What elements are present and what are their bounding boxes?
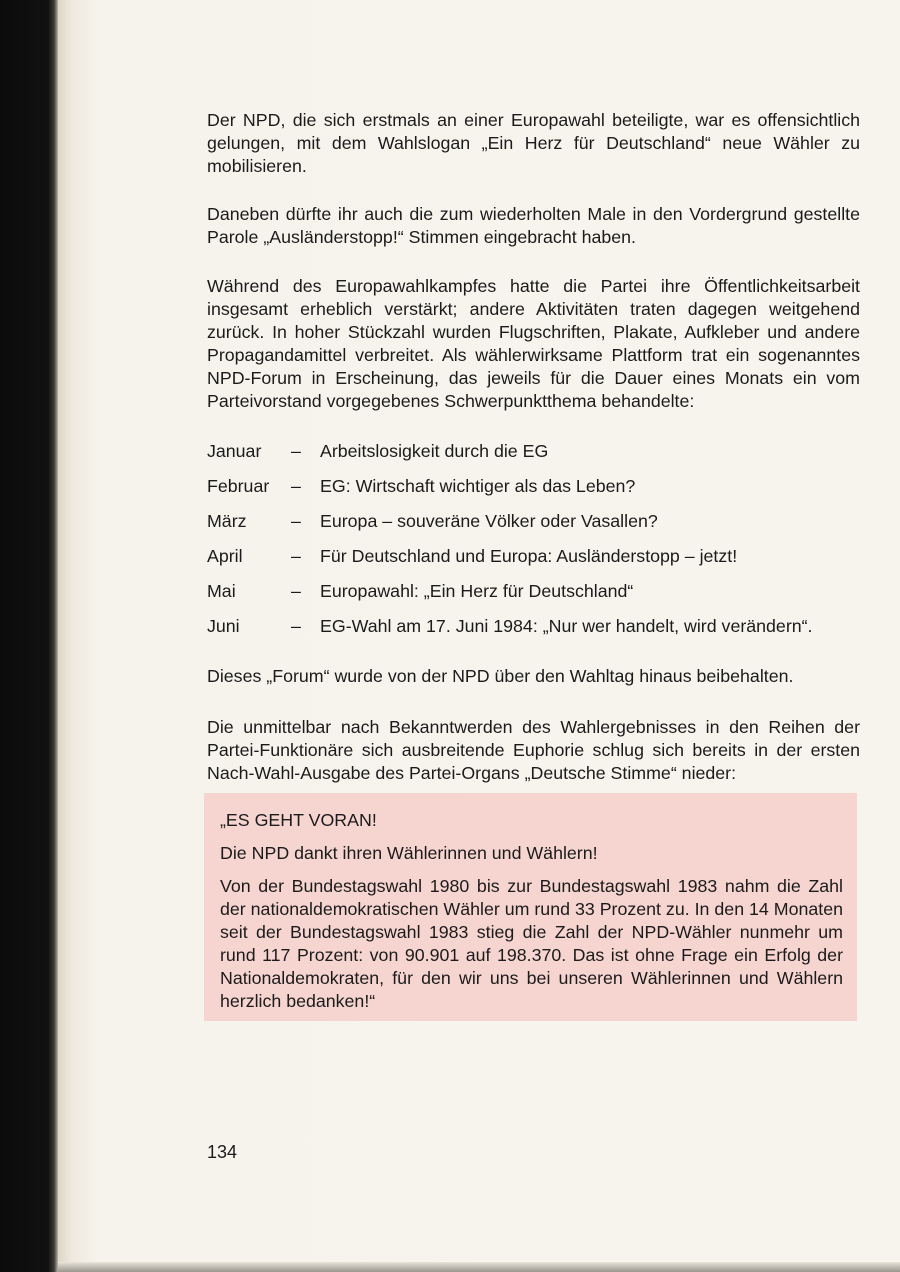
month-label: Februar <box>207 476 270 496</box>
body-text <box>207 109 860 1021</box>
quote-body: Von der Bundestagswahl 1980 bis zur Bundestagswahl 1983 nahm die Zahl der nationaldemokratischen Wähler um rund 33 Prozent zu. In den 14 Monaten seit der Bundestagswahl 1983 stieg die Zahl der NPD-Wähler nunmehr um rund 117 Prozent: von 90.901 auf 198.370. Das ist ohne Frage ein Erfolg der Nationaldemokraten, für den wir uns bei unseren Wählerinnen und Wählern herzlich bedanken!“ <box>220 876 843 1011</box>
topic-text: Arbeitslosigkeit durch die EG <box>320 441 549 461</box>
topic-text: Europawahl: „Ein Herz für Deutschland“ <box>320 581 634 601</box>
forum-topic-list <box>207 440 860 638</box>
list-item <box>207 475 860 498</box>
month-label: Mai <box>207 581 236 601</box>
paragraph-4: Dieses „Forum“ wurde von der NPD über den Wahltag hinaus beibehalten. <box>207 666 794 686</box>
list-item <box>207 440 860 463</box>
list-item <box>207 510 860 533</box>
paragraph-1: Der NPD, die sich erstmals an einer Europawahl beteiligte, war es offensichtlich gelungen, mit dem Wahlslogan „Ein Herz für Deutschland“ neue Wähler zu mobilisieren. <box>207 110 860 176</box>
highlighted-quote <box>204 793 857 1021</box>
dash-separator: – <box>291 616 301 636</box>
topic-text: Für Deutschland und Europa: Ausländerstopp – jetzt! <box>320 546 738 566</box>
topic-text: EG: Wirtschaft wichtiger als das Leben? <box>320 476 636 496</box>
dash-separator: – <box>291 511 301 531</box>
month-label: Januar <box>207 441 262 461</box>
month-label: März <box>207 511 247 531</box>
paragraph-3: Während des Europawahlkampfes hatte die Partei ihre Öffentlichkeitsarbeit insgesamt erheblich verstärkt; andere Aktivitäten traten dagegen weitgehend zurück. In hoher Stückzahl wurden Flugschriften, Plakate, Aufkleber und andere Propagandamittel verbreitet. Als wählerwirksame Plattform trat ein sogenanntes NPD-Forum in Erscheinung, das jeweils für die Dauer eines Monats ein vom Parteivorstand vorgegebenes Schwerpunktthema behandelte: <box>207 276 860 411</box>
topic-text: EG-Wahl am 17. Juni 1984: „Nur wer handelt, wird verändern“. <box>320 616 813 636</box>
paragraph-5: Die unmittelbar nach Bekanntwerden des Wahlergebnisses in den Reihen der Partei-Funktionäre sich ausbreitende Euphorie schlug sich bereits in der ersten Nach-Wahl-Ausgabe des Partei-Organs „Deutsche Stimme“ nieder: <box>207 717 860 783</box>
list-item <box>207 615 860 638</box>
dash-separator: – <box>291 581 301 601</box>
quote-thanks: Die NPD dankt ihren Wählerinnen und Wählern! <box>220 843 598 863</box>
topic-text: Europa – souveräne Völker oder Vasallen? <box>320 511 658 531</box>
month-label: Juni <box>207 616 240 636</box>
month-label: April <box>207 546 243 566</box>
list-item <box>207 580 860 603</box>
page-bottom-edge <box>58 1262 900 1272</box>
dash-separator: – <box>291 476 301 496</box>
dash-separator: – <box>291 546 301 566</box>
page-number: 134 <box>207 1142 238 1162</box>
quote-headline: „ES GEHT VORAN! <box>220 810 377 830</box>
paragraph-2: Daneben dürfte ihr auch die zum wiederholten Male in den Vordergrund gestellte Parole „Ausländerstopp!“ Stimmen eingebracht haben. <box>207 204 860 247</box>
dash-separator: – <box>291 441 301 461</box>
list-item <box>207 545 860 568</box>
book-spine-shadow <box>0 0 60 1272</box>
